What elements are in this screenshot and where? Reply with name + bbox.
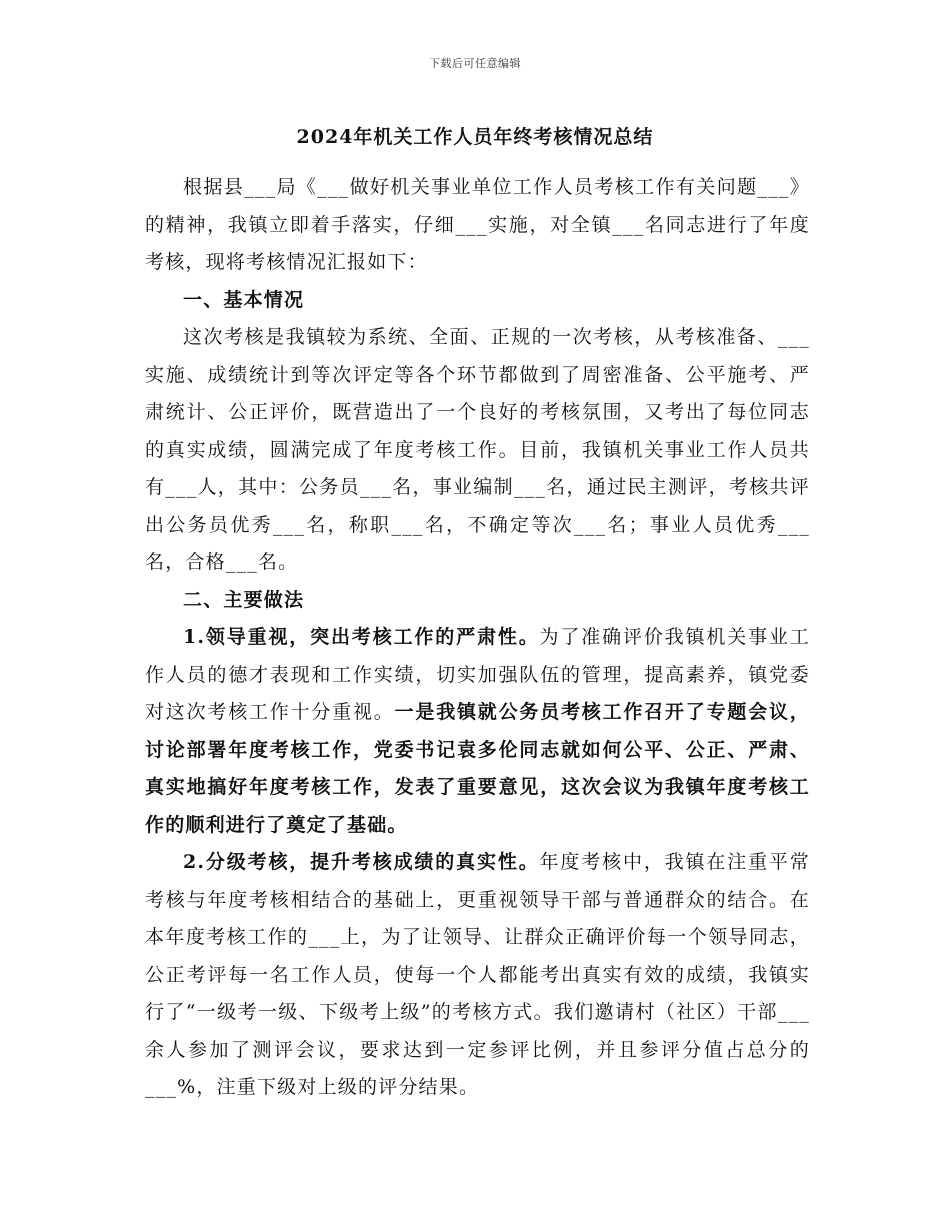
practice-item-1-emphasis: 一是我镇就公务员考核工作召开了专题会议，讨论部署年度考核工作，党委书记袁多伦同志就如何公平、公正、严肃、真实地搞好年度考核工作，发表了重要意见，这次会议为我镇年度考核工作的顺利进行了奠定了基础。	[145, 701, 810, 836]
practice-item-2-text: 年度考核中，我镇在注重平常考核与年度考核相结合的基础上，更重视领导干部与普通群众的结合。在本年度考核工作的___上，为了让领导、让群众正确评价每一个领导同志，公正考评每一名工作人员，使每一个人都能考出真实有效的成绩，我镇实行了“一级考一级、下级考上级”的考核方式。我们邀请村（社区）干部___余人参加了测评会议，要求达到一定参评比例，并且参评分值占总分的___%，注重下级对上级的评分结果。	[145, 851, 810, 1098]
section-heading-main-practices: 二、主要做法	[183, 588, 305, 611]
document-body	[145, 169, 810, 1107]
document-title: 2024年机关工作人员年终考核情况总结	[296, 126, 654, 148]
basic-situation-paragraph: 这次考核是我镇较为系统、全面、正规的一次考核，从考核准备、___实施、成绩统计到等次评定等各个环节都做到了周密准备、公平施考、严肃统计、公正评价，既营造出了一个良好的考核氛围，又考出了每位同志的真实成绩，圆满完成了年度考核工作。目前，我镇机关事业工作人员共有___人，其中：公务员___名，事业编制___名，通过民主测评，考核共评出公务员优秀___名，称职___名，不确定等次___名；事业人员优秀___名，合格___名。	[145, 326, 810, 573]
section-heading-basic-situation: 一、基本情况	[183, 288, 305, 311]
page-header-note: 下载后可任意编辑	[429, 57, 521, 70]
practice-item-1-lead: 1.领导重视，突出考核工作的严肃性。	[183, 626, 540, 648]
practice-item-2-lead: 2.分级考核，提升考核成绩的真实性。	[183, 851, 540, 873]
practice-item-2	[145, 844, 810, 1107]
practice-item-1-text: 为了准确评价我镇机关事业工作人员的德才表现和工作实绩，切实加强队伍的管理，提高素养，镇党委对这次考核工作十分重视。	[145, 626, 810, 723]
intro-paragraph: 根据县___局《___做好机关事业单位工作人员考核工作有关问题___》的精神，我镇立即着手落实，仔细___实施，对全镇___名同志进行了年度考核，现将考核情况汇报如下：	[145, 176, 810, 273]
practice-item-1	[145, 619, 810, 844]
